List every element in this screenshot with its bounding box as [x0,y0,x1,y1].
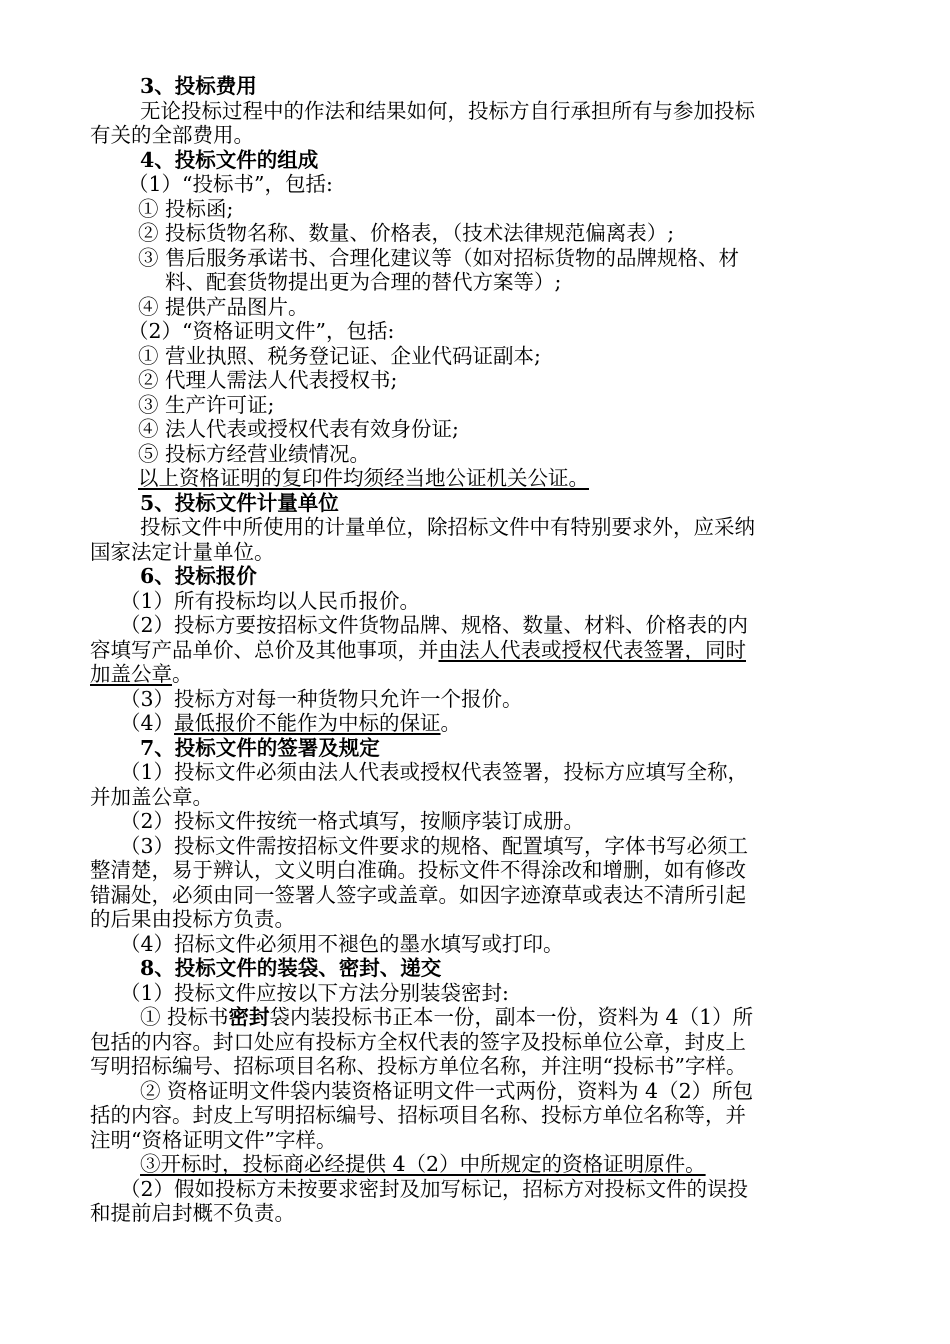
list-item: ② 投标货物名称、数量、价格表，（技术法律规范偏离表）; [138,221,675,245]
text-run: （4） [120,711,175,735]
paragraph-line: ② 资格证明文件袋内装资格证明文件一式两份，资料为 4（2）所包 [140,1078,754,1103]
paragraph-line: 国家法定计量单位。 [90,539,275,564]
subsection-label: （2）“资格证明文件”，包括: [128,319,395,343]
paragraph-line [90,1005,862,1030]
section-heading-5: 5、投标文件计量单位 [140,490,339,515]
paragraph-line: （3）投标文件需按招标文件要求的规格、配置填写，字体书写必须工 [120,833,749,858]
paragraph-line: （2）假如投标方未按要求密封及加写标记，招标方对投标文件的误投 [120,1176,749,1201]
paragraph-line: 包括的内容。封口处应有投标方全权代表的签字及投标单位公章，封皮上 [90,1029,746,1054]
list-item: ④ 法人代表或授权代表有效身份证; [138,417,459,441]
list-item: ③ 售后服务承诺书、合理化建议等（如对招标货物的品牌规格、材 [138,245,740,270]
paragraph-line: 注明“资格证明文件”字样。 [90,1127,337,1152]
bold-text: 密封 [228,1005,270,1029]
paragraph-line: 无论投标过程中的作法和结果如何，投标方自行承担所有与参加投标 [140,98,755,123]
underlined-text: 由法人代表或授权代表签署，同时 [438,637,746,662]
section-heading-6: 6、投标报价 [140,564,257,588]
text-run: ① 投标书 [140,1005,229,1029]
list-item: ① 投标函; [138,196,234,221]
subsection-label: （1）“投标书”，包括: [128,172,333,196]
paragraph-line: （4）招标文件必须用不褪色的墨水填写或打印。 [120,931,564,956]
section-heading-4: 4、投标文件的组成 [140,147,319,172]
document-page [90,74,862,1226]
underlined-text: 最低报价不能作为中标的保证 [174,711,441,735]
underlined-text: 加盖公章 [90,662,172,686]
paragraph-line: （2）投标文件按统一格式填写，按顺序装订成册。 [120,809,585,833]
section-heading-8: 8、投标文件的装袋、密封、递交 [140,956,442,980]
paragraph-line: （2）投标方要按招标文件货物品牌、规格、数量、材料、价格表的内 [120,613,749,637]
list-item: ⑤ 投标方经营业绩情况。 [138,441,371,466]
paragraph-line [90,638,862,663]
paragraph-line: 投标文件中所使用的计量单位，除招标文件中有特别要求外，应采纳 [140,515,755,539]
list-item: ② 代理人需法人代表授权书; [138,368,398,392]
paragraph-line: （1）投标文件必须由法人代表或授权代表签署，投标方应填写全称， [120,760,749,784]
paragraph-line: 和提前启封概不负责。 [90,1201,295,1225]
paragraph-line: 写明招标编号、招标项目名称、投标方单位名称，并注明“投标书”字样。 [90,1054,747,1078]
text-run: 。 [172,662,193,686]
paragraph-line: 错漏处，必须由同一签署人签字或盖章。如因字迹潦草或表达不清所引起 [90,882,746,907]
list-item: ④ 提供产品图片。 [138,294,309,319]
section-heading-3: 3、投标费用 [140,74,257,98]
underlined-note: 以上资格证明的复印件均须经当地公证机关公证。 [138,466,589,490]
text-run: 容填写产品单价、总价及其他事项，并 [90,637,439,662]
paragraph-line: 的后果由投标方负责。 [90,907,295,931]
text-run: 。 [440,711,462,735]
paragraph-line: 有关的全部费用。 [90,123,254,147]
paragraph-line [90,711,862,736]
list-item-continuation: 料、配套货物提出更为合理的替代方案等）; [165,270,562,294]
list-item: ① 营业执照、税务登记证、企业代码证副本; [138,343,541,368]
paragraph-line: 并加盖公章。 [90,784,213,809]
list-item: ③ 生产许可证; [138,392,275,417]
paragraph-line: （1）投标文件应按以下方法分别装袋密封: [120,980,509,1005]
section-heading-7: 7、投标文件的签署及规定 [140,735,380,760]
underlined-note: ③开标时，投标商必经提供 4（2）中所规定的资格证明原件。 [140,1152,706,1176]
paragraph-line: 括的内容。封皮上写明招标编号、招标项目名称、投标方单位名称等，并 [90,1103,746,1127]
paragraph-line [90,662,862,687]
text-run: 袋内装投标书正本一份，副本一份，资料为 4（1）所 [269,1005,754,1029]
paragraph-line: （3）投标方对每一种货物只允许一个报价。 [120,686,523,711]
paragraph-line: （1）所有投标均以人民币报价。 [120,588,421,613]
paragraph-line: 整清楚，易于辨认，文义明白准确。投标文件不得涂改和增删，如有修改 [90,858,746,882]
